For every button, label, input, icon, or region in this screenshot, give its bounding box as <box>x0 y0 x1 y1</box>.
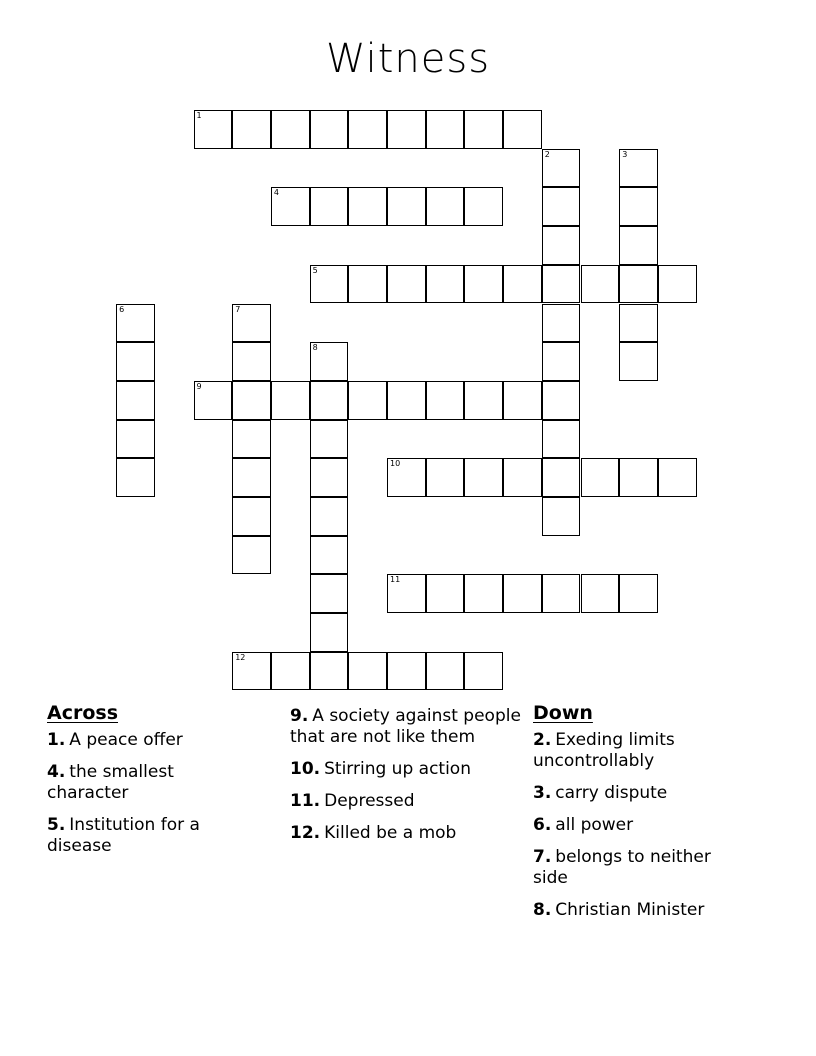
grid-cell[interactable] <box>348 265 387 304</box>
cell-number: 5 <box>312 265 318 275</box>
grid-cell[interactable] <box>271 381 310 420</box>
grid-cell[interactable] <box>310 613 349 652</box>
grid-cell[interactable] <box>348 381 387 420</box>
clue-number: 5. <box>47 815 66 835</box>
clue-number: 8. <box>533 900 552 920</box>
grid-cell[interactable] <box>116 342 155 381</box>
grid-cell[interactable] <box>426 652 465 691</box>
clue-number: 1. <box>47 730 66 750</box>
grid-cell[interactable] <box>310 420 349 459</box>
grid-cell[interactable] <box>348 187 387 226</box>
grid-cell[interactable] <box>426 458 465 497</box>
down-heading: Down <box>533 702 593 724</box>
grid-cell[interactable] <box>619 458 658 497</box>
grid-cell[interactable] <box>310 574 349 613</box>
grid-cell[interactable] <box>581 265 620 304</box>
clue-number: 9. <box>290 706 309 726</box>
clue-number: 7. <box>533 847 552 867</box>
grid-cell[interactable] <box>581 458 620 497</box>
clue-number: 12. <box>290 823 321 843</box>
grid-cell[interactable] <box>232 536 271 575</box>
grid-cell[interactable] <box>387 187 426 226</box>
clue-text: Killed be a mob <box>324 823 457 843</box>
cell-number: 2 <box>544 149 550 159</box>
grid-cell[interactable] <box>116 304 155 343</box>
puzzle-title: Witness <box>325 36 491 82</box>
grid-cell[interactable] <box>619 304 658 343</box>
grid-cell[interactable] <box>619 342 658 381</box>
grid-cell[interactable] <box>542 226 581 265</box>
clue-number: 2. <box>533 730 552 750</box>
clue-number: 4. <box>47 762 66 782</box>
grid-cell[interactable] <box>658 458 697 497</box>
grid-cell[interactable] <box>232 652 271 691</box>
grid-cell[interactable] <box>310 110 349 149</box>
clue-across-9 <box>290 706 530 748</box>
across-clues-continued <box>290 706 530 855</box>
grid-cell[interactable] <box>464 265 503 304</box>
grid-cell[interactable] <box>232 497 271 536</box>
grid-cell[interactable] <box>310 458 349 497</box>
grid-cell[interactable] <box>503 458 542 497</box>
grid-cell[interactable] <box>619 265 658 304</box>
grid-cell[interactable] <box>464 458 503 497</box>
clue-down-8 <box>533 900 748 921</box>
cell-number: 12 <box>235 652 246 662</box>
clue-across-4 <box>47 762 247 804</box>
grid-cell[interactable] <box>232 381 271 420</box>
grid-cell[interactable] <box>426 110 465 149</box>
grid-cell[interactable] <box>426 574 465 613</box>
clue-text: belongs to neither side <box>533 847 711 888</box>
grid-cell[interactable] <box>271 652 310 691</box>
clue-text: Stirring up action <box>324 759 471 779</box>
grid-cell[interactable] <box>310 652 349 691</box>
cell-number: 7 <box>235 304 241 314</box>
grid-cell[interactable] <box>116 381 155 420</box>
grid-cell[interactable] <box>619 149 658 188</box>
grid-cell[interactable] <box>542 342 581 381</box>
clue-across-5 <box>47 815 247 857</box>
grid-cell[interactable] <box>426 381 465 420</box>
grid-cell[interactable] <box>503 381 542 420</box>
grid-cell[interactable] <box>542 458 581 497</box>
cell-number: 11 <box>390 575 401 585</box>
cell-number: 10 <box>390 459 401 469</box>
clue-text: carry dispute <box>555 783 668 803</box>
down-clues <box>533 703 748 932</box>
grid-cell[interactable] <box>194 381 233 420</box>
grid-cell[interactable] <box>232 304 271 343</box>
grid-cell[interactable] <box>387 110 426 149</box>
grid-cell[interactable] <box>116 458 155 497</box>
grid-cell[interactable] <box>464 652 503 691</box>
grid-cell[interactable] <box>542 265 581 304</box>
clue-number: 11. <box>290 791 321 811</box>
grid-cell[interactable] <box>542 381 581 420</box>
grid-cell[interactable] <box>271 110 310 149</box>
grid-cell[interactable] <box>619 187 658 226</box>
grid-cell[interactable] <box>464 187 503 226</box>
clue-text: A peace offer <box>69 730 183 750</box>
grid-cell[interactable] <box>542 497 581 536</box>
clue-down-2 <box>533 730 748 772</box>
clue-across-12 <box>290 823 530 844</box>
grid-cell[interactable] <box>619 574 658 613</box>
grid-cell[interactable] <box>387 265 426 304</box>
grid-cell[interactable] <box>387 574 426 613</box>
cell-number: 4 <box>273 188 279 198</box>
grid-cell[interactable] <box>542 574 581 613</box>
grid-cell[interactable] <box>542 149 581 188</box>
clue-text: Depressed <box>324 791 415 811</box>
cell-number: 9 <box>196 381 202 391</box>
grid-cell[interactable] <box>348 652 387 691</box>
clue-across-11 <box>290 791 530 812</box>
cell-number: 1 <box>196 111 202 120</box>
grid-cell[interactable] <box>232 420 271 459</box>
grid-cell[interactable] <box>503 265 542 304</box>
grid-cell[interactable] <box>310 342 349 381</box>
grid-cell[interactable] <box>310 536 349 575</box>
cell-number: 6 <box>119 304 125 314</box>
clue-down-3 <box>533 783 748 804</box>
clue-down-6 <box>533 815 748 836</box>
grid-cell[interactable] <box>232 342 271 381</box>
grid-cell[interactable] <box>310 187 349 226</box>
clue-number: 10. <box>290 759 321 779</box>
clue-across-10 <box>290 759 530 780</box>
grid-cell[interactable] <box>310 497 349 536</box>
grid-cell[interactable] <box>542 420 581 459</box>
across-clues <box>47 703 247 868</box>
clue-text: all power <box>555 815 634 835</box>
grid-cell[interactable] <box>503 110 542 149</box>
grid-cell[interactable] <box>232 110 271 149</box>
clue-number: 3. <box>533 783 552 803</box>
grid-cell[interactable] <box>464 574 503 613</box>
grid-cell[interactable] <box>542 187 581 226</box>
grid-cell[interactable] <box>464 381 503 420</box>
grid-cell[interactable] <box>387 652 426 691</box>
clue-text: Christian Minister <box>555 900 705 920</box>
grid-cell[interactable] <box>310 381 349 420</box>
grid-cell[interactable] <box>232 458 271 497</box>
across-heading: Across <box>47 702 119 724</box>
grid-cell[interactable] <box>581 574 620 613</box>
grid-cell[interactable] <box>310 265 349 304</box>
grid-cell[interactable] <box>426 265 465 304</box>
grid-cell[interactable] <box>542 304 581 343</box>
grid-cell[interactable] <box>271 187 310 226</box>
grid-cell[interactable] <box>387 458 426 497</box>
grid-cell[interactable] <box>503 574 542 613</box>
grid-cell[interactable] <box>464 110 503 149</box>
clue-text: Institution for a disease <box>47 815 200 856</box>
grid-cell[interactable] <box>619 226 658 265</box>
clue-number: 6. <box>533 815 552 835</box>
grid-cell[interactable] <box>658 265 697 304</box>
clue-text: the smallest character <box>47 762 174 803</box>
grid-cell[interactable] <box>194 110 233 149</box>
clue-text: Exeding limits uncontrollably <box>533 730 675 771</box>
grid-cell[interactable] <box>387 381 426 420</box>
grid-cell[interactable] <box>116 420 155 459</box>
cell-number: 8 <box>312 343 318 353</box>
grid-cell[interactable] <box>426 187 465 226</box>
cell-number: 3 <box>622 149 628 159</box>
clue-across-1 <box>47 730 247 751</box>
clue-text: A society against people that are not like them <box>290 706 521 747</box>
clue-down-7 <box>533 847 748 889</box>
grid-cell[interactable] <box>348 110 387 149</box>
